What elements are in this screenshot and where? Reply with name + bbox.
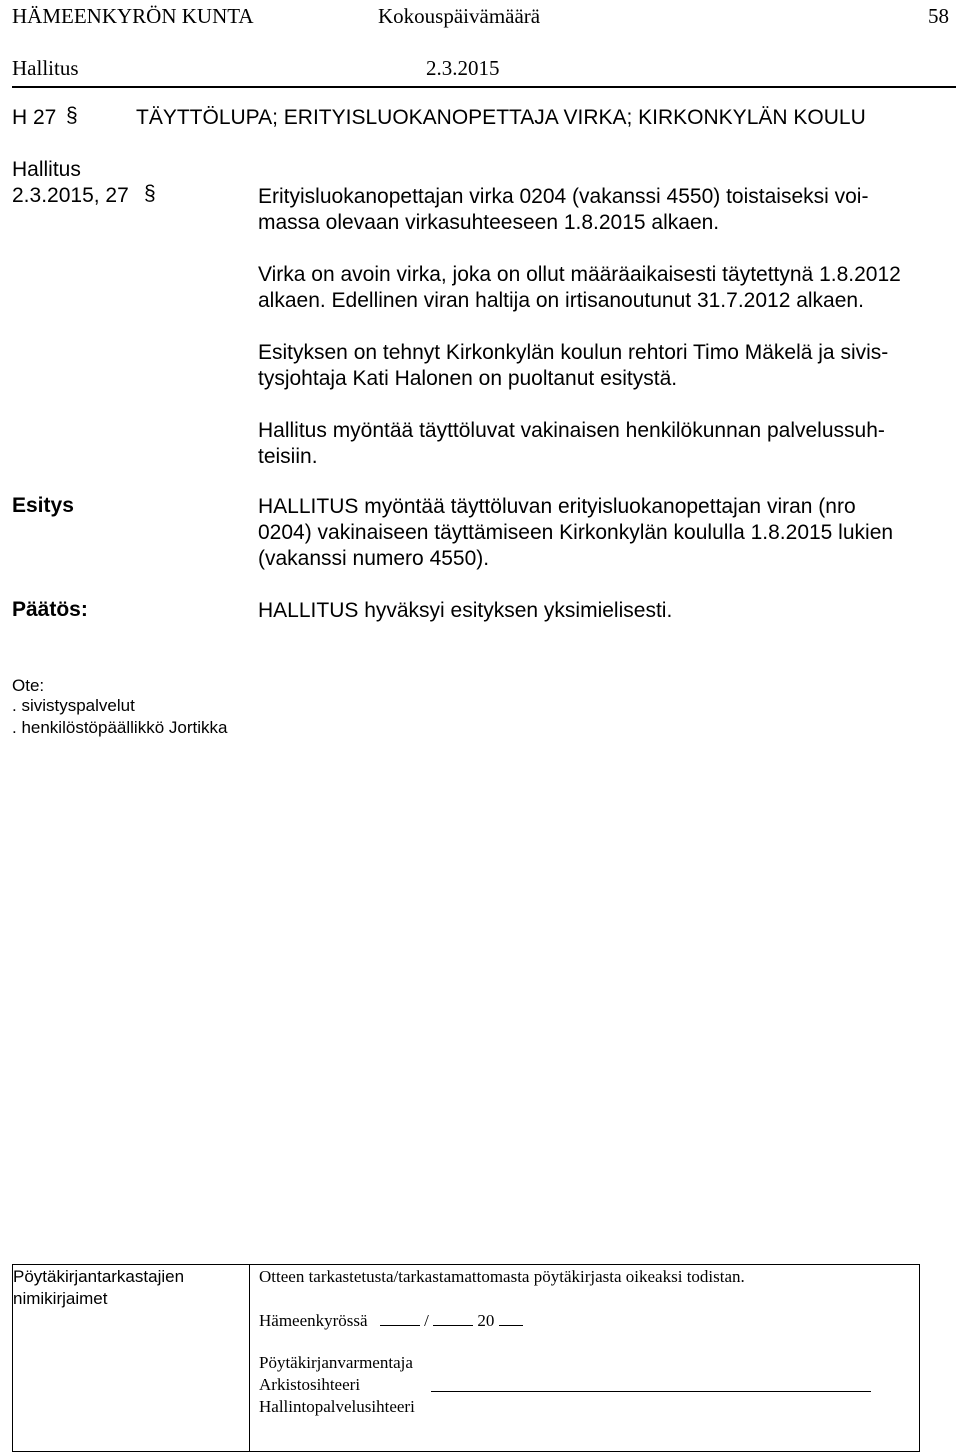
paragraph-line: teisiin. xyxy=(258,445,318,468)
decision-text xyxy=(258,598,948,624)
proposal-label: Esitys xyxy=(12,494,74,517)
item-number: H 27 xyxy=(12,106,57,129)
year-blank[interactable] xyxy=(499,1311,523,1326)
signature-line[interactable] xyxy=(431,1391,871,1392)
reviewers-label: Pöytäkirjantarkastajien xyxy=(13,1267,185,1286)
paragraph-line: massa olevaan virkasuhteeseen 1.8.2015 alkaen. xyxy=(258,211,720,234)
paragraph-line: tysjohtaja Kati Halonen on puoltanut esitystä. xyxy=(258,367,678,390)
paragraph-proposer xyxy=(258,340,948,392)
header-date: 2.3.2015 xyxy=(426,56,500,80)
verifier-label: Pöytäkirjanvarmentaja xyxy=(259,1353,413,1372)
paragraph-line: Esityksen on tehnyt Kirkonkylän koulun rehtori Timo Mäkelä ja sivis- xyxy=(258,341,889,364)
page-number: 58 xyxy=(928,4,949,28)
item-title: TÄYTTÖLUPA; ERITYISLUOKANOPETTAJA VIRKA; KIRKONKYLÄN KOULU xyxy=(136,106,866,129)
initials-label: nimikirjaimet xyxy=(13,1289,108,1308)
paragraph-line: Hallitus myöntää täyttöluvat vakinaisen henkilökunnan palvelussuh- xyxy=(258,419,885,442)
date-slash: / xyxy=(424,1311,429,1330)
day-blank[interactable] xyxy=(380,1311,420,1326)
archive-title: Arkistosihteeri xyxy=(259,1375,361,1394)
decision-line: HALLITUS hyväksyi esityksen yksimielisesti. xyxy=(258,599,673,622)
meta-ref: 2.3.2015, 27 xyxy=(12,184,129,207)
extract-recipient: . henkilöstöpäällikkö Jortikka xyxy=(12,718,228,737)
paragraph-line: Erityisluokanopettajan virka 0204 (vakanssi 4550) toistaiseksi voi- xyxy=(258,185,869,208)
paragraph-line: Virka on avoin virka, joka on ollut määräaikaisesti täytettynä 1.8.2012 xyxy=(258,263,901,286)
department-title: Hallintopalvelusihteeri xyxy=(259,1397,415,1416)
paragraph-permits xyxy=(258,418,948,470)
meta-body: Hallitus xyxy=(12,158,81,181)
certification-text: Otteen tarkastetusta/tarkastamattomasta pöytäkirjasta oikeaksi todistan. xyxy=(259,1267,745,1286)
proposal-line: 0204) vakinaiseen täyttämiseen Kirkonkylän koululla 1.8.2015 lukien xyxy=(258,521,894,544)
proposal-line: HALLITUS myöntää täyttöluvan erityisluokanopettajan viran (nro xyxy=(258,495,856,518)
month-blank[interactable] xyxy=(433,1311,473,1326)
place-name: Hämeenkyrössä xyxy=(259,1311,368,1330)
year-prefix: 20 xyxy=(477,1311,495,1330)
paragraph-line: alkaen. Edellinen viran haltija on irtisanoutunut 31.7.2012 alkaen. xyxy=(258,289,864,312)
section-sign-icon: § xyxy=(66,104,78,127)
decision-label: Päätös: xyxy=(12,598,88,621)
paragraph-position xyxy=(258,184,948,236)
header-body: Hallitus xyxy=(12,56,79,80)
proposal-text xyxy=(258,494,948,572)
signature-box-divider xyxy=(249,1265,250,1451)
municipality-name: HÄMEENKYRÖN KUNTA xyxy=(12,4,254,28)
section-sign-icon: § xyxy=(144,182,156,205)
proposal-line: (vakanssi numero 4550). xyxy=(258,547,490,570)
paragraph-vacancy xyxy=(258,262,948,314)
header-rule xyxy=(12,86,956,88)
extract-label: Ote: xyxy=(12,676,45,695)
signature-box xyxy=(12,1264,920,1452)
place-date-line xyxy=(259,1311,523,1331)
extract-recipient: . sivistyspalvelut xyxy=(12,696,135,715)
document-type: Kokouspäivämäärä xyxy=(378,4,541,28)
